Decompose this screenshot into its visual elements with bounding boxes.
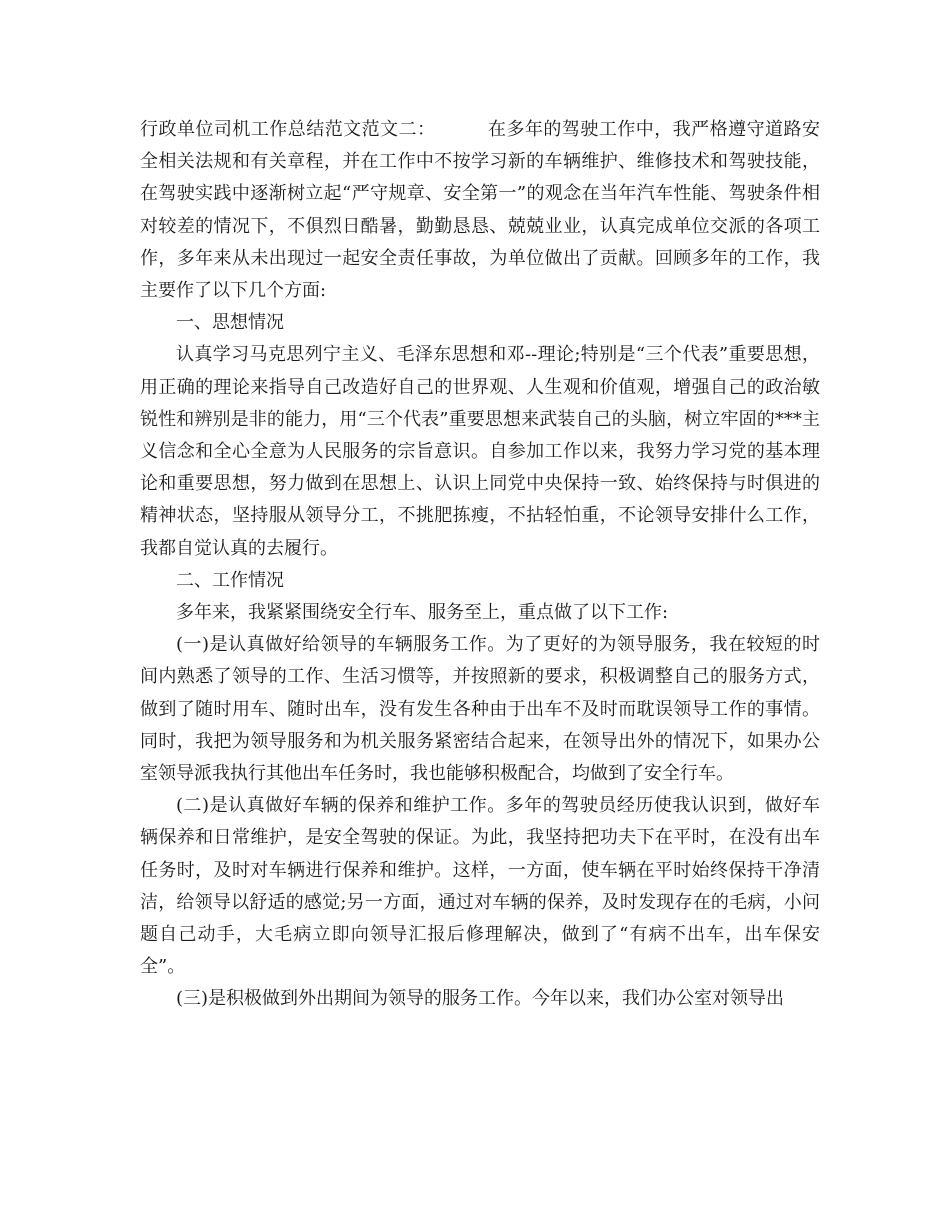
section-heading-work: 二、工作情况 bbox=[176, 569, 284, 591]
document-page bbox=[140, 114, 820, 1016]
document-title: 行政单位司机工作总结范文范文二： bbox=[140, 119, 436, 140]
intro-paragraph bbox=[140, 114, 820, 307]
intro-text: 在多年的驾驶工作中，我严格遵守道路安全相关法规和有关章程，并在工作中不按学习新的车辆维护、维修技术和驾驶技能，在驾驶实践中逐渐树立起“严守规章、安全第一”的观念在当年汽车性能、驾驶条件相对较差的情况下，不俱烈日酷暑，勤勤恳恳、兢兢业业，认真完成单位交派的各项工作，多年来从未出现过一起安全责任事故，为单位做出了贡献。回顾多年的工作，我主要作了以下几个方面: bbox=[140, 119, 821, 302]
section-intro-work: 多年来，我紧紧围绕安全行车、服务至上，重点做了以下工作: bbox=[176, 602, 669, 624]
work-item-2: (二)是认真做好车辆的保养和维护工作。多年的驾驶员经历使我认识到，做好车辆保养和日常维护，是安全驾驶的保证。为此，我坚持把功夫下在平时，在没有出车任务时，及时对车辆进行保养和维护。这样，一方面，使车辆在平时始终保持干净清洁，给领导以舒适的感觉;另一方面，通过对车辆的保养，及时发现存在的毛病，小问题自己动手，大毛病立即向领导汇报后修理解决，做到了“有病不出车，出车保安全”。 bbox=[140, 795, 820, 978]
section-heading-thought: 一、思想情况 bbox=[176, 312, 284, 334]
work-item-1: (一)是认真做好给领导的车辆服务工作。为了更好的为领导服务，我在较短的时间内熟悉了领导的工作、生活习惯等，并按照新的要求，积极调整自己的服务方式，做到了随时用车、随时出车，没有发生各种由于出车不及时而耽误领导工作的事情。同时，我把为领导服务和为机关服务紧密结合起来，在领导出外的情况下，如果办公室领导派我执行其他出车任务时，我也能够积极配合，均做到了安全行车。 bbox=[140, 634, 820, 785]
section-body-thought: 认真学习马克思列宁主义、毛泽东思想和邓--理论;特别是“三个代表”重要思想，用正确的理论来指导自己改造好自己的世界观、人生观和价值观，增强自己的政治敏锐性和辨别是非的能力，用“三个代表”重要思想来武装自己的头脑，树立牢固的***主义信念和全心全意为人民服务的宗旨意识。自参加工作以来，我努力学习党的基本理论和重要思想，努力做到在思想上、认识上同党中央保持一致、始终保持与时俱进的精神状态，坚持服从领导分工，不挑肥拣瘦，不拈轻怕重，不论领导安排什么工作，我都自觉认真的去履行。 bbox=[140, 344, 820, 559]
work-item-3: (三)是积极做到外出期间为领导的服务工作。今年以来，我们办公室对领导出 bbox=[176, 988, 785, 1010]
